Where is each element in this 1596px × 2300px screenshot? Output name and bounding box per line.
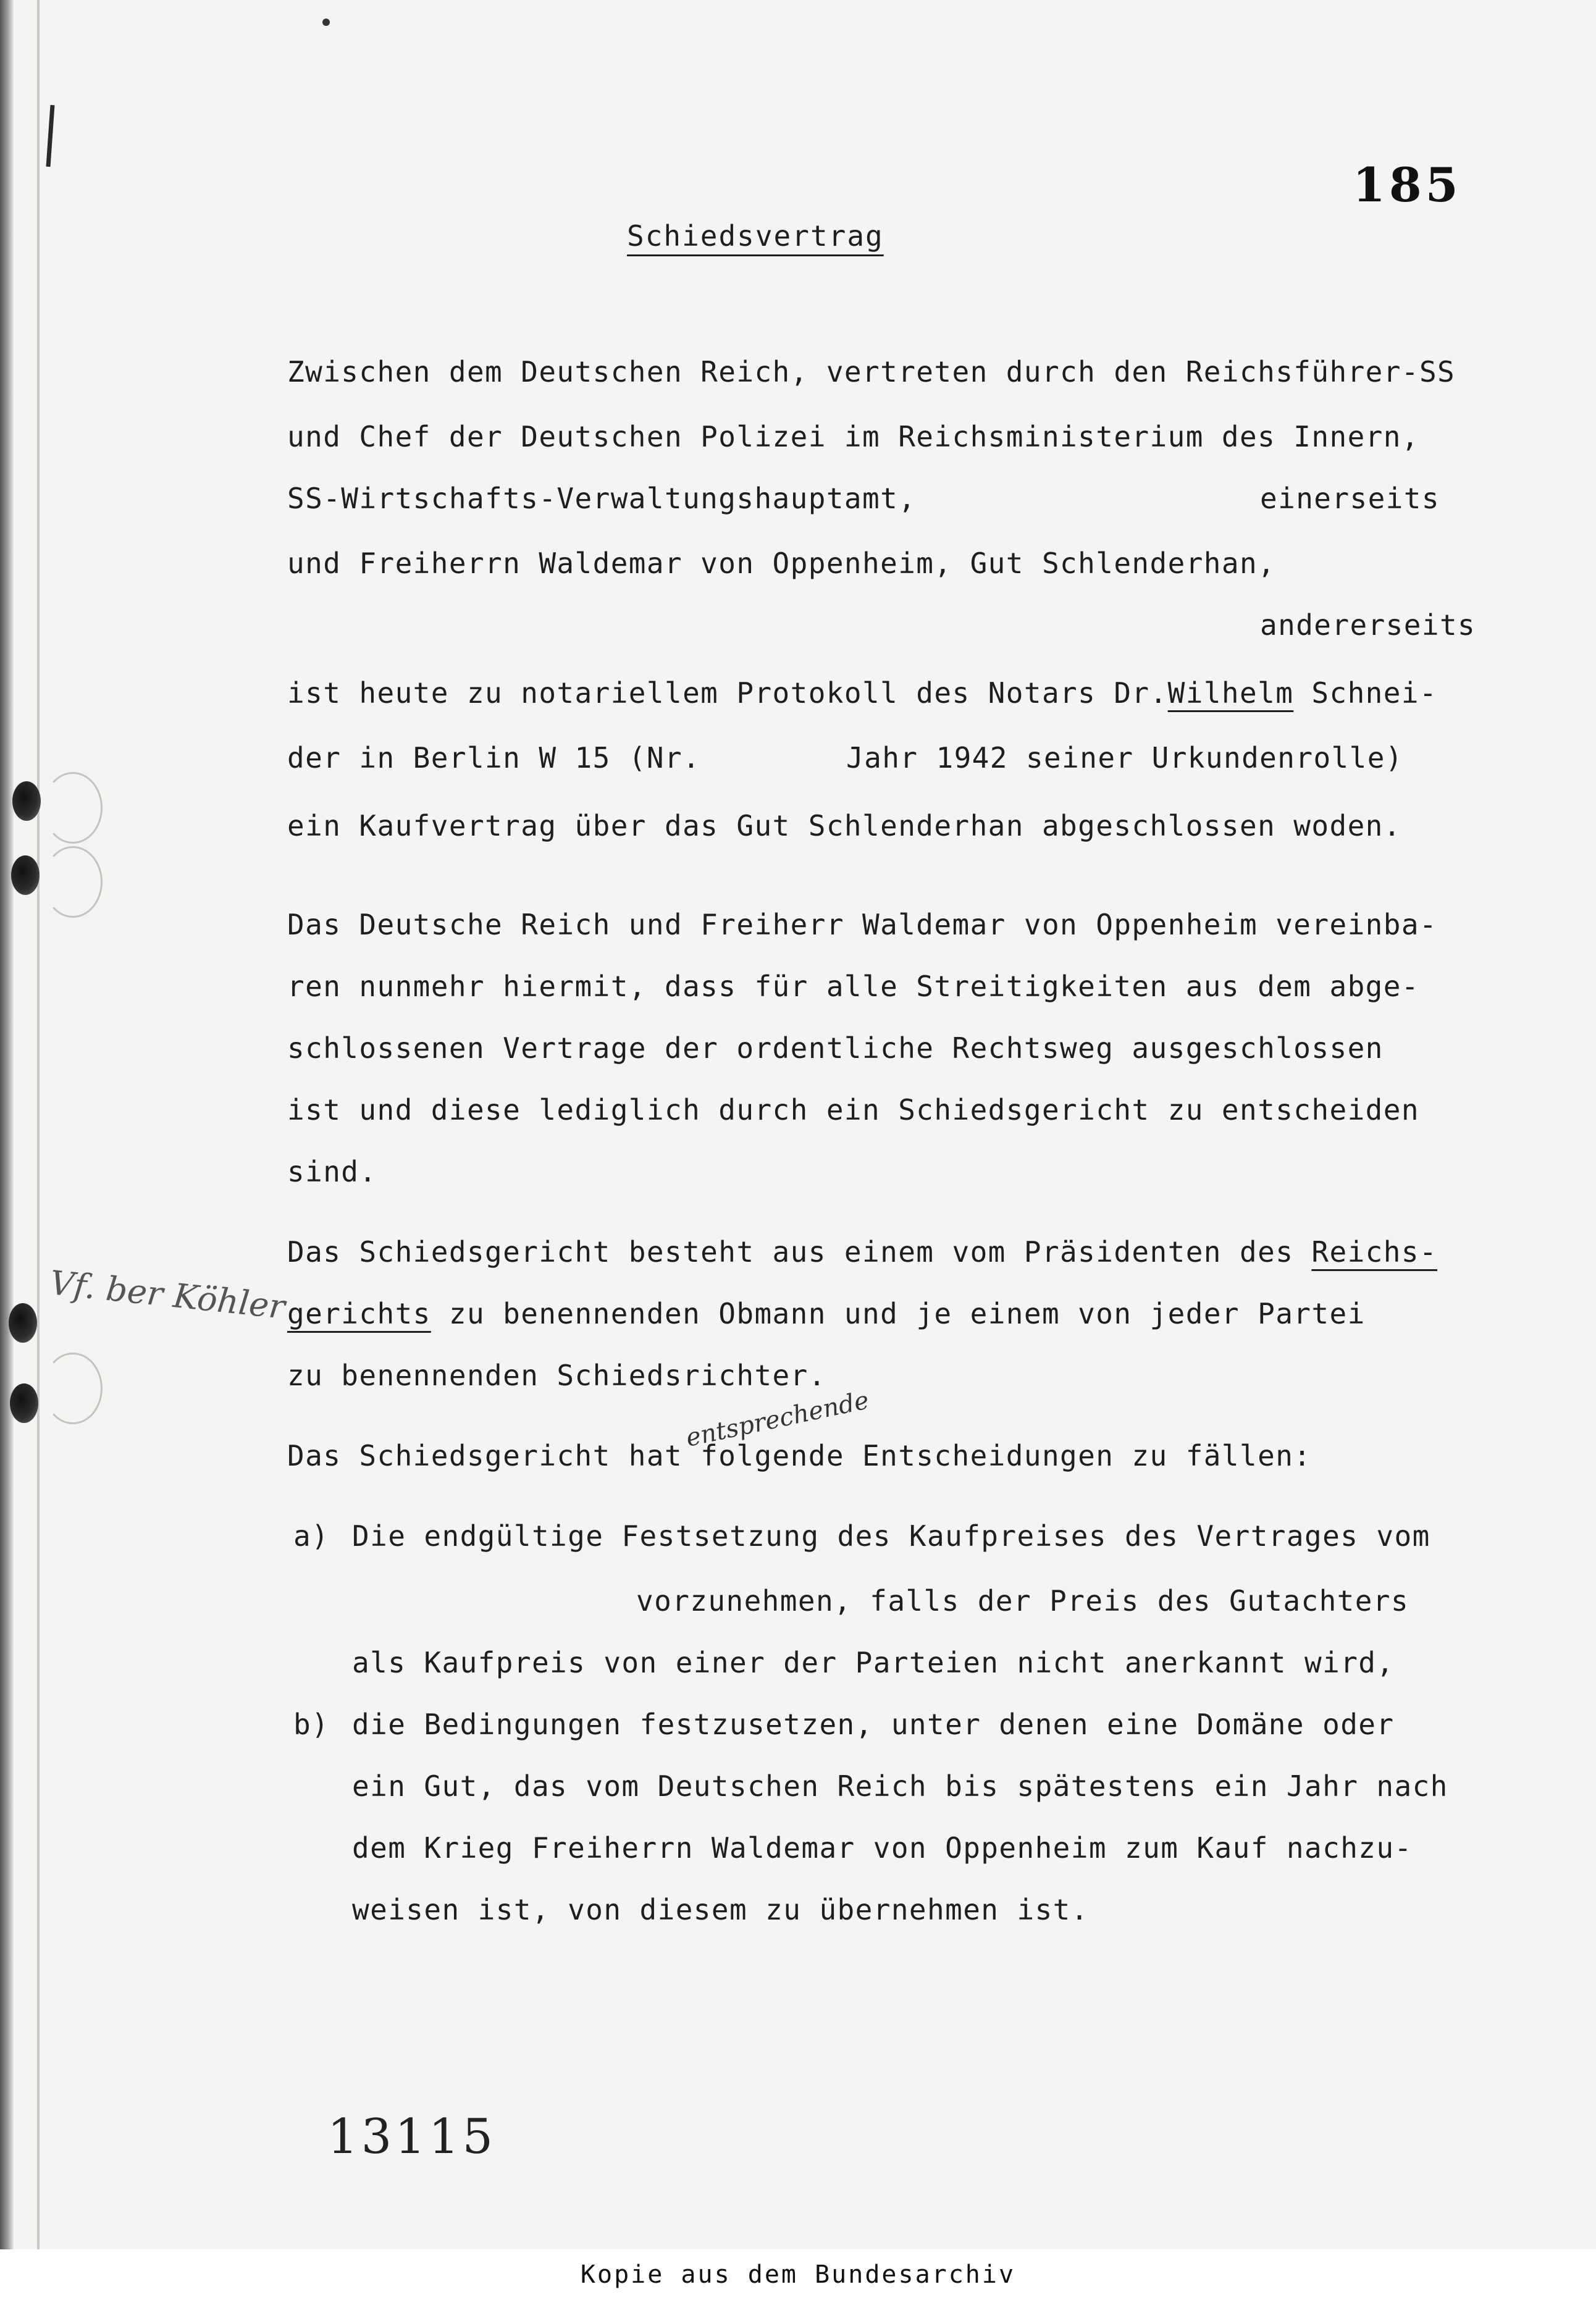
punch-hole	[12, 781, 41, 821]
paragraph-1-line-3: SS-Wirtschafts-Verwaltungshauptamt,	[287, 482, 917, 515]
handwritten-insertion: entsprechende	[683, 1386, 872, 1453]
paragraph-3-line-2	[287, 1297, 1366, 1330]
paragraph-1-line-6	[287, 676, 1437, 710]
archive-stamp-number: 13115	[327, 2109, 497, 2165]
paragraph-2-line-4: ist und diese lediglich durch ein Schiedsgericht zu entscheiden	[287, 1093, 1419, 1127]
paragraph-1-line-7-right: Jahr 1942 seiner Urkundenrolle)	[846, 741, 1403, 774]
underlined-word: Reichs-	[1311, 1235, 1438, 1269]
punch-hole-ring	[43, 846, 103, 918]
list-item-b-line-3: dem Krieg Freiherrn Waldemar von Oppenheim zum Kauf nachzu-	[352, 1831, 1413, 1865]
paragraph-1-line-3-right: einerseits	[1260, 482, 1440, 515]
page-number: 185	[1353, 157, 1462, 212]
paragraph-2-line-2: ren nunmehr hiermit, dass für alle Streitigkeiten aus dem abge-	[287, 970, 1419, 1003]
document-title: Schiedsvertrag	[627, 219, 884, 253]
line-segment: ist heute zu notariellem Protokoll des Notars Dr.	[287, 676, 1168, 710]
paragraph-2-line-5: sind.	[287, 1155, 377, 1188]
paragraph-2-line-3: schlossenen Vertrage der ordentliche Rechtsweg ausgeschlossen	[287, 1031, 1384, 1065]
list-item-b-line-2: ein Gut, das vom Deutschen Reich bis spätestens ein Jahr nach	[352, 1769, 1448, 1803]
paragraph-1-line-1: Zwischen dem Deutschen Reich, vertreten durch den Reichsführer-SS	[287, 355, 1456, 388]
underlined-name: Wilhelm	[1167, 676, 1294, 710]
ink-dot	[322, 19, 330, 26]
list-item-a-line-3: als Kaufpreis von einer der Parteien nicht anerkannt wird,	[352, 1646, 1395, 1679]
paragraph-1-line-2: und Chef der Deutschen Polizei im Reichsministerium des Innern,	[287, 420, 1419, 453]
margin-tick-mark	[46, 105, 55, 167]
punch-hole-ring	[43, 1353, 103, 1424]
line-segment: Schnei-	[1293, 676, 1438, 710]
list-item-a-line-2: vorzunehmen, falls der Preis des Gutachters	[636, 1584, 1409, 1618]
punch-hole	[10, 1383, 38, 1423]
paragraph-2-line-1: Das Deutsche Reich und Freiherr Waldemar von Oppenheim vereinba-	[287, 908, 1438, 941]
list-item-a-line-1: Die endgültige Festsetzung des Kaufpreises des Vertrages vom	[352, 1519, 1430, 1553]
list-item-b-line-4: weisen ist, von diesem zu übernehmen ist.	[352, 1893, 1089, 1926]
paragraph-3-line-3: zu benennenden Schiedsrichter.	[287, 1359, 826, 1392]
fold-line	[37, 0, 40, 2249]
list-item-b-line-1: die Bedingungen festzusetzen, unter denen eine Domäne oder	[352, 1708, 1395, 1741]
binding-edge	[0, 0, 14, 2249]
paragraph-4-line-1: Das Schiedsgericht hat folgende Entscheidungen zu fällen:	[287, 1439, 1312, 1472]
line-segment: Das Schiedsgericht besteht aus einem vom Präsidenten des	[287, 1235, 1312, 1269]
punch-hole	[11, 855, 40, 895]
list-item-a-marker: a)	[293, 1519, 330, 1553]
paragraph-1-line-4: und Freiherrn Waldemar von Oppenheim, Gut Schlenderhan,	[287, 547, 1276, 580]
punch-hole	[9, 1303, 37, 1343]
paragraph-1-line-8: ein Kaufvertrag über das Gut Schlenderhan abgeschlossen woden.	[287, 809, 1401, 842]
paragraph-1-line-5: andererseits	[1260, 608, 1476, 642]
list-item-b-marker: b)	[293, 1708, 330, 1741]
paragraph-3-line-1	[287, 1235, 1437, 1269]
punch-hole-ring	[43, 772, 103, 844]
handwritten-margin-note: Vf. ber Köhler	[48, 1263, 287, 1327]
paragraph-1-line-7: der in Berlin W 15 (Nr.	[287, 741, 701, 774]
underlined-word: gerichts	[287, 1297, 431, 1330]
archive-footer: Kopie aus dem Bundesarchiv	[0, 2249, 1596, 2300]
line-segment: zu benennenden Obmann und je einem von jeder Partei	[430, 1297, 1366, 1330]
